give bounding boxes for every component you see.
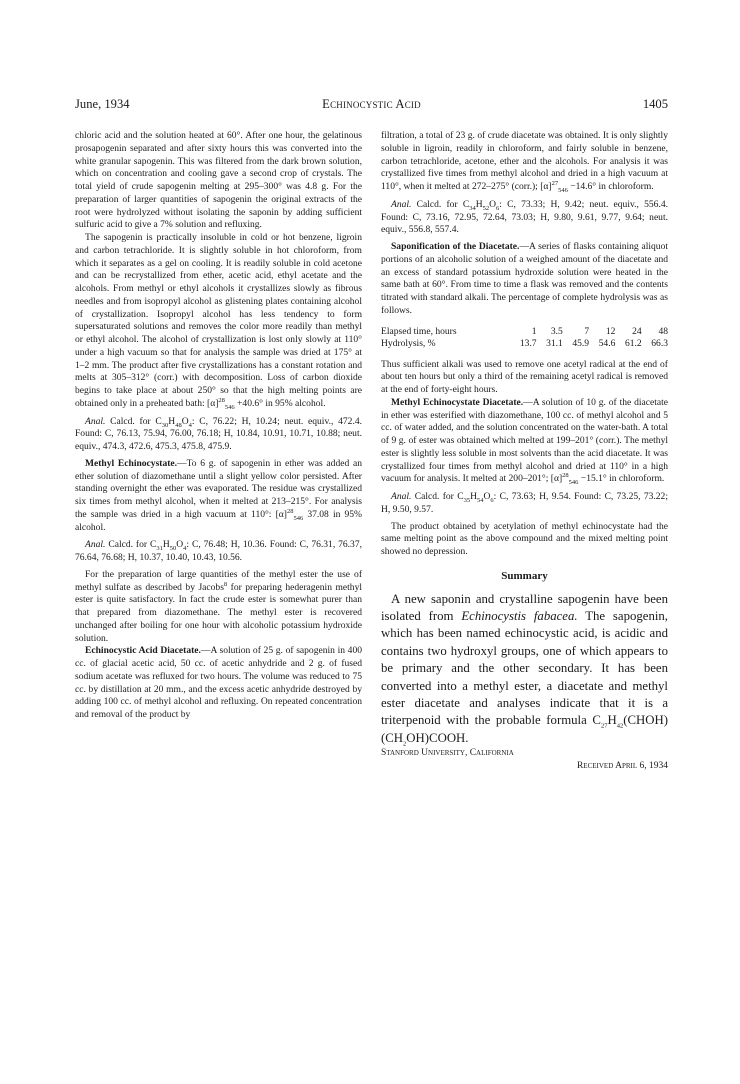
affiliation: Stanford University, California — [381, 748, 514, 759]
header-title: Echinocystic Acid — [322, 97, 421, 111]
table-cell: 13.7 — [519, 338, 537, 349]
section-run-in: Methyl Echinocystate Diacetate. — [391, 396, 524, 408]
row-label: Elapsed time, hours — [381, 325, 457, 337]
table-cell: 12 — [605, 325, 616, 337]
paragraph: The sapogenin is practically insoluble in cold or hot benzene, ligroin and carbon tetrachloride. It is slightly soluble in hot chloroform, from which it separates as a gel on cooling. It is readily soluble in cold acetone and can be recrystallized from ether, acetic acid, ethyl acetate and the alcohols. From methyl or ethyl alcohols it crystallizes slowly as fibrous needles and from isopropyl alcohol as glistening plates containing alcohol of crystallization. Isopropyl alcohol has less tendency to form supersaturated solutions and removes the color more readily than methyl or ethyl alcohol. The alcohol of crystallization is lost only slowly at 110° under a high vacuum so that for analysis the sample was dried at 175° at 1–2 mm. The product after five crystallizations has a constant rotation and melts at 305–312° (corr.) with decomposition. Loss of carbon dioxide begins to take place at about 250° so that the high melting points are obtained only in a preheated bath: $[\alpha]^{28}_{546} +40.6^\circ$ in 95% alcohol. — [75, 232, 362, 411]
analysis-paragraph: Anal. Calcd. for $C_{34}H_{52}O_6$: C, 73.33; H, 9.42; neut. equiv., 556.4. Found: C, 73.16, 72.95, 72.64, 73.03; H, 9.80, 9.61, 9.77, 9.64; neut. equiv., 556.8, 557.4. — [381, 198, 668, 236]
summary-paragraph: A new saponin and crystalline sapogenin have been isolated from Echinocystis fabacea. The sapogenin, which has been named echinocystic acid, is acidic and contains two hydroxyl groups, one of which appears to be primary and the other secondary. It has been converted into a methyl ester, a diacetate and methyl ester diacetate and analyses indicate that it is a triterpenoid with the probable formula $C_{27}H_{42}(CHOH)(CH_2OH)COOH$. — [381, 591, 669, 748]
received-date: Received April 6, 1934 — [576, 760, 668, 771]
paragraph: Saponification of the Diacetate.—A series of flasks containing aliquot portions of an alcoholic solution of a weighed amount of the diacetate and an excess of standard potassium hydroxide solution were heated in the same bath at 60°. From time to time a flask was removed and the contents titrated with standard alkali. The percentage of complete hydrolysis was as follows. — [381, 241, 668, 316]
section-run-in: Methyl Echinocystate. — [85, 457, 178, 469]
table-cell: 66.3 — [651, 338, 668, 349]
table-cell: 45.9 — [572, 338, 590, 349]
page-number: 1405 — [642, 97, 668, 111]
hydrolysis-table — [381, 326, 668, 351]
analysis-paragraph: Anal. Calcd. for $C_{35}H_{54}O_6$: C, 73.63; H, 9.54. Found: C, 73.25, 73.22; H, 9.50, 9.57. — [381, 491, 668, 515]
table-cell: 31.1 — [546, 338, 563, 349]
table-row — [381, 338, 668, 351]
summary-heading: Summary — [501, 569, 548, 582]
table-cell: 48 — [658, 325, 668, 337]
running-header — [75, 97, 668, 115]
paragraph: Methyl Echinocystate Diacetate.—A solution of 10 g. of the diacetate in ether was esterified with diazomethane, 100 cc. of methyl alcohol and 5 cc. of water added, and the solution concentrated on the water-bath. A total of 9 g. of ester was obtained which melted at 199–201° (corr.). The methyl ester is slightly less soluble in most solvents than the acid diacetate. It was crystallized four times from methyl alcohol and dried at 110° in a high vacuum for analysis. It melted at 200–201°; $[\alpha]^{28}_{546} -15.1^\circ$ in chloroform. — [381, 396, 668, 487]
table-cell: 7 — [584, 325, 590, 337]
analysis-paragraph: Anal. Calcd. for $C_{30}H_{48}O_4$: C, 76.22; H, 10.24; neut. equiv., 472.4. Found: C, 76.13, 75.94, 76.00, 76.18; H, 10.84, 10.91, 10.71, 10.88; neut. equiv., 474.3, 472.6, 475.3, 475.8, 475.9. — [75, 415, 362, 452]
paragraph: filtration, a total of 23 g. of crude diacetate was obtained. It is only slightly soluble in ligroin, readily in chloroform, and fairly soluble in benzene, carbon tetrachloride, acetone, ether and the alcohols. For analysis it was crystallized five times from methyl alcohol and dried in a high vacuum at 110°, when it melted at 272–275° (corr.); $[\alpha]^{27}_{546} -14.6^\circ$ in chloroform. — [381, 130, 668, 194]
header-date: June, 1934 — [75, 97, 130, 111]
table-cell: 1 — [531, 325, 537, 337]
paragraph: Thus sufficient alkali was used to remove one acetyl radical at the end of about ten hours but only a third of the remaining acetyl radical is removed at the end of forty-eight hours. — [381, 358, 668, 395]
paragraph: Echinocystic Acid Diacetate.—A solution of 25 g. of sapogenin in 400 cc. of glacial acetic acid, 50 cc. of acetic anhydride and 2 g. of fused sodium acetate was refluxed for two hours. The volume was reduced to 75 cc. by distillation at 20 mm., and the excess acetic anhydride destroyed by adding 100 cc. of methyl alcohol and refluxing. On repeated concentration and removal of the product by — [75, 645, 362, 720]
section-run-in: Saponification of the Diacetate. — [391, 241, 520, 252]
table-cell: 3.5 — [550, 325, 563, 337]
left-column — [75, 130, 362, 722]
paragraph: Methyl Echinocystate.—To 6 g. of sapogenin in ether was added an ether solution of diazomethane until a slight yellow color persisted. After standing overnight the ether was evaporated. The residue was crystallized six times from methyl alcohol, when it melted at 213–215°. For analysis the sample was dried in a high vacuum at 110°: $[\alpha]^{28}_{546}$ 37.08 in 95% alcohol. — [75, 457, 362, 533]
footnote-ref: 8 — [223, 580, 228, 588]
table-cell: 24 — [632, 325, 642, 337]
table-row — [381, 326, 668, 339]
row-label: Hydrolysis, % — [381, 338, 436, 349]
analysis-paragraph: Anal. Calcd. for $C_{31}H_{50}O_4$: C, 76.48; H, 10.36. Found: C, 76.31, 76.37, 76.64, 76.68; H, 10.37, 10.40, 10.43, 10.56. — [75, 539, 362, 563]
paragraph: The product obtained by acetylation of methyl echinocystate had the same melting point as the above compound and the mixed melting point showed no depression. — [381, 520, 668, 557]
section-run-in: Echinocystic Acid Diacetate. — [85, 645, 201, 657]
rotation: $[\alpha]^{28}_{546} +40.6^\circ$ in 95% alcohol. — [207, 396, 326, 411]
paragraph: For the preparation of large quantities of the methyl ester the use of methyl sulfate as described by Jacobs$^8$ for preparing hederagenin methyl ester is quite satisfactory. In fact the crude ester is somewhat purer than that prepared from diazomethane. The methyl ester is recovered unchanged after boiling for one hour with alcoholic potassium hydroxide solution. — [75, 568, 362, 644]
right-column — [381, 130, 668, 773]
paragraph: chloric acid and the solution heated at 60°. After one hour, the gelatinous prosapogenin separated and after sixty hours this was converted into the white granular sapogenin. This was filtered from the dark brown solution, which on concentration and cooling gave a second crop of crystals. The total yield of crude sapogenin melting at 295–300° was 4.8 g. For the preparation of larger quantities of sapogenin the original extracts of the root were hydrolyzed without isolating the saponin by adding sufficient sulfuric acid to give a 7% solution and refluxing. — [75, 130, 362, 231]
table-cell: 54.6 — [598, 338, 616, 349]
table-cell: 61.2 — [624, 338, 642, 349]
